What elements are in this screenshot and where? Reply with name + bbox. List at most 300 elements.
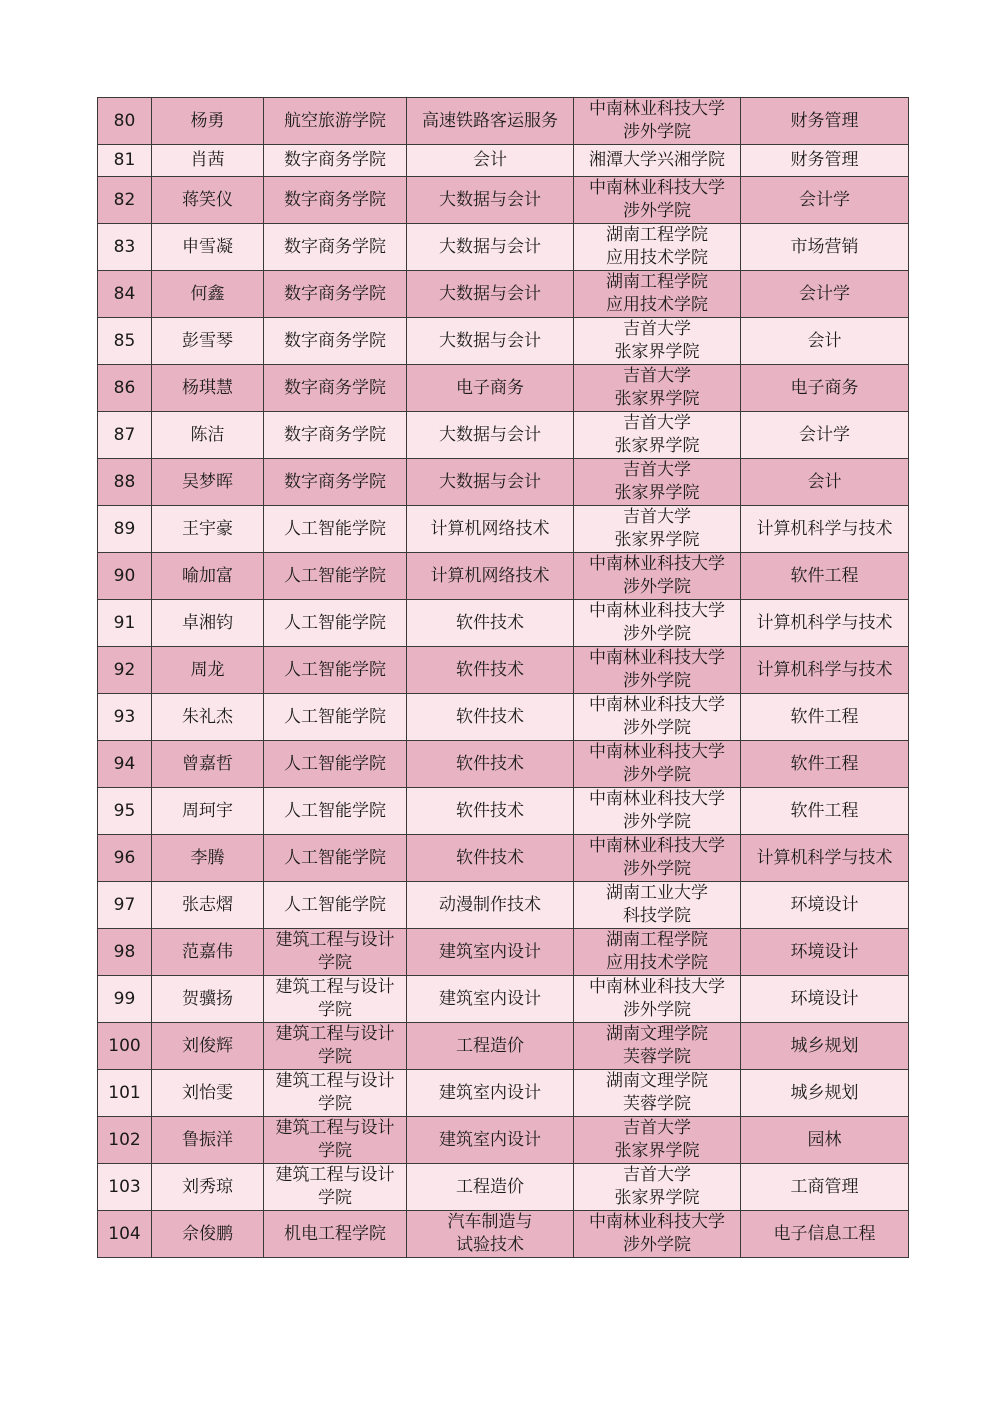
row-number-cell-text: 97	[113, 894, 136, 915]
target-major-cell-text: 环境设计	[790, 941, 859, 962]
row-number-cell-text: 82	[113, 189, 136, 210]
row-number-cell	[98, 882, 152, 929]
major-cell	[407, 1070, 574, 1117]
row-number-cell-text: 104	[108, 1223, 141, 1244]
student-name-cell	[152, 506, 264, 553]
student-name-cell-text: 贺骥扬	[182, 988, 233, 1009]
major-cell	[407, 741, 574, 788]
major-cell	[407, 271, 574, 318]
row-number-cell-text: 90	[113, 565, 136, 586]
college-cell-text: 人工智能学院	[284, 753, 386, 774]
table-row	[98, 835, 909, 882]
college-cell-text: 数字商务学院	[284, 424, 386, 445]
university-cell	[574, 1070, 741, 1117]
university-cell-text: 吉首大学 张家界学院	[614, 366, 700, 409]
row-number-cell	[98, 1070, 152, 1117]
major-cell-text: 软件技术	[456, 753, 524, 774]
college-cell	[264, 365, 407, 412]
table-row	[98, 412, 909, 459]
major-cell	[407, 1117, 574, 1164]
university-cell	[574, 1164, 741, 1211]
college-cell	[264, 318, 407, 365]
college-cell	[264, 1023, 407, 1070]
university-cell	[574, 1023, 741, 1070]
college-cell-text: 人工智能学院	[284, 565, 386, 586]
university-cell-text: 吉首大学 张家界学院	[614, 1118, 700, 1161]
student-name-cell	[152, 271, 264, 318]
target-major-cell	[741, 412, 909, 459]
university-cell-text: 中南林业科技大学 涉外学院	[589, 554, 725, 597]
college-cell	[264, 694, 407, 741]
student-name-cell-text: 陈洁	[190, 424, 225, 445]
student-name-cell-text: 卓湘钧	[182, 612, 233, 633]
target-major-cell	[741, 365, 909, 412]
university-cell	[574, 929, 741, 976]
university-cell	[574, 976, 741, 1023]
university-cell-text: 中南林业科技大学 涉外学院	[589, 1212, 725, 1255]
student-name-cell-text: 曾嘉哲	[182, 753, 233, 774]
row-number-cell	[98, 1117, 152, 1164]
major-cell-text: 软件技术	[456, 800, 524, 821]
target-major-cell-text: 会计学	[799, 189, 850, 210]
college-cell-text: 机电工程学院	[284, 1223, 386, 1244]
student-name-cell-text: 肖茜	[190, 150, 225, 170]
table-row	[98, 224, 909, 271]
row-number-cell	[98, 694, 152, 741]
major-cell	[407, 145, 574, 177]
row-number-cell-text: 91	[113, 612, 136, 633]
table-row	[98, 1117, 909, 1164]
college-cell	[264, 976, 407, 1023]
university-cell-text: 中南林业科技大学 涉外学院	[589, 99, 725, 142]
row-number-cell-text: 93	[113, 706, 136, 727]
student-name-cell	[152, 318, 264, 365]
row-number-cell	[98, 412, 152, 459]
row-number-cell-text: 81	[113, 150, 136, 170]
target-major-cell-text: 环境设计	[790, 988, 859, 1009]
student-name-cell	[152, 1117, 264, 1164]
student-name-cell-text: 彭雪琴	[182, 330, 233, 351]
table-row	[98, 177, 909, 224]
table-row	[98, 882, 909, 929]
college-cell	[264, 553, 407, 600]
target-major-cell	[741, 1070, 909, 1117]
row-number-cell-text: 98	[113, 941, 136, 962]
major-cell	[407, 459, 574, 506]
college-cell	[264, 224, 407, 271]
table-row	[98, 553, 909, 600]
student-name-cell-text: 申雪凝	[182, 236, 233, 257]
university-cell-text: 中南林业科技大学 涉外学院	[589, 648, 725, 691]
university-cell	[574, 506, 741, 553]
college-cell-text: 人工智能学院	[284, 800, 386, 821]
major-cell-text: 建筑室内设计	[439, 1129, 541, 1150]
row-number-cell-text: 88	[113, 471, 136, 492]
college-cell-text: 人工智能学院	[284, 847, 386, 868]
college-cell-text: 建筑工程与设计 学院	[275, 1118, 395, 1161]
major-cell-text: 大数据与会计	[439, 330, 541, 351]
college-cell-text: 数字商务学院	[284, 471, 386, 492]
university-cell	[574, 882, 741, 929]
student-name-cell-text: 杨勇	[190, 110, 225, 131]
table-row	[98, 271, 909, 318]
row-number-cell	[98, 1023, 152, 1070]
college-cell-text: 建筑工程与设计 学院	[275, 1024, 395, 1067]
row-number-cell	[98, 835, 152, 882]
target-major-cell-text: 园林	[807, 1129, 842, 1150]
student-name-cell-text: 鲁振洋	[182, 1129, 233, 1150]
college-cell	[264, 1070, 407, 1117]
student-name-cell-text: 刘怡雯	[182, 1082, 233, 1103]
row-number-cell-text: 84	[113, 283, 136, 304]
row-number-cell-text: 100	[108, 1035, 141, 1056]
target-major-cell	[741, 271, 909, 318]
major-cell	[407, 553, 574, 600]
student-name-cell-text: 刘俊辉	[182, 1035, 233, 1056]
student-name-cell	[152, 882, 264, 929]
target-major-cell-text: 软件工程	[790, 800, 859, 821]
college-cell-text: 数字商务学院	[284, 150, 386, 170]
student-name-cell	[152, 553, 264, 600]
table-row	[98, 694, 909, 741]
college-cell-text: 建筑工程与设计 学院	[275, 1165, 395, 1208]
student-name-cell	[152, 741, 264, 788]
student-name-cell	[152, 600, 264, 647]
target-major-cell-text: 计算机科学与技术	[756, 847, 893, 868]
row-number-cell	[98, 929, 152, 976]
major-cell-text: 大数据与会计	[439, 236, 541, 257]
student-name-cell	[152, 1023, 264, 1070]
target-major-cell-text: 会计	[807, 330, 842, 351]
major-cell	[407, 506, 574, 553]
target-major-cell-text: 城乡规划	[790, 1035, 859, 1056]
student-name-cell	[152, 976, 264, 1023]
major-cell-text: 计算机网络技术	[430, 518, 550, 539]
student-name-cell	[152, 177, 264, 224]
major-cell	[407, 318, 574, 365]
major-cell-text: 动漫制作技术	[439, 894, 541, 915]
target-major-cell	[741, 98, 909, 145]
row-number-cell-text: 83	[113, 236, 136, 257]
college-cell	[264, 145, 407, 177]
target-major-cell	[741, 976, 909, 1023]
row-number-cell-text: 87	[113, 424, 136, 445]
row-number-cell-text: 89	[113, 518, 136, 539]
major-cell-text: 软件技术	[456, 706, 524, 727]
student-name-cell-text: 何鑫	[190, 283, 225, 304]
student-name-cell-text: 周龙	[190, 659, 225, 680]
university-cell-text: 湖南工业大学 科技学院	[606, 883, 708, 926]
university-cell	[574, 788, 741, 835]
target-major-cell-text: 城乡规划	[790, 1082, 859, 1103]
target-major-cell-text: 电子商务	[790, 377, 859, 398]
major-cell	[407, 694, 574, 741]
major-cell-text: 大数据与会计	[439, 471, 541, 492]
table-row	[98, 145, 909, 177]
college-cell	[264, 412, 407, 459]
row-number-cell	[98, 365, 152, 412]
university-cell	[574, 553, 741, 600]
student-name-cell-text: 张志熠	[182, 894, 233, 915]
major-cell-text: 会计	[473, 150, 507, 170]
target-major-cell-text: 软件工程	[790, 706, 859, 727]
target-major-cell	[741, 145, 909, 177]
row-number-cell	[98, 788, 152, 835]
university-cell	[574, 98, 741, 145]
target-major-cell	[741, 835, 909, 882]
row-number-cell	[98, 98, 152, 145]
university-cell	[574, 835, 741, 882]
major-cell-text: 高速铁路客运服务	[422, 110, 558, 131]
major-cell	[407, 177, 574, 224]
row-number-cell	[98, 647, 152, 694]
student-name-cell	[152, 647, 264, 694]
row-number-cell	[98, 145, 152, 177]
target-major-cell	[741, 600, 909, 647]
university-cell	[574, 145, 741, 177]
student-name-cell-text: 刘秀琼	[182, 1176, 233, 1197]
university-cell-text: 湖南工程学院 应用技术学院	[606, 272, 708, 315]
student-name-cell	[152, 459, 264, 506]
table-row	[98, 741, 909, 788]
college-cell-text: 数字商务学院	[284, 377, 386, 398]
target-major-cell-text: 会计学	[799, 283, 850, 304]
target-major-cell	[741, 459, 909, 506]
target-major-cell	[741, 177, 909, 224]
college-cell-text: 人工智能学院	[284, 706, 386, 727]
major-cell	[407, 1211, 574, 1258]
student-name-cell	[152, 145, 264, 177]
student-name-cell-text: 周珂宇	[182, 800, 233, 821]
college-cell	[264, 647, 407, 694]
college-cell	[264, 1164, 407, 1211]
student-name-cell	[152, 835, 264, 882]
major-cell-text: 软件技术	[456, 659, 524, 680]
target-major-cell-text: 市场营销	[790, 236, 859, 257]
row-number-cell-text: 80	[113, 110, 136, 131]
university-cell-text: 吉首大学 张家界学院	[614, 413, 700, 456]
university-cell-text: 中南林业科技大学 涉外学院	[589, 742, 725, 785]
major-cell-text: 软件技术	[456, 612, 524, 633]
university-cell-text: 中南林业科技大学 涉外学院	[589, 601, 725, 644]
student-name-cell-text: 蒋笑仪	[182, 189, 233, 210]
target-major-cell-text: 软件工程	[790, 565, 859, 586]
college-cell-text: 建筑工程与设计 学院	[275, 977, 395, 1020]
major-cell	[407, 788, 574, 835]
college-cell-text: 数字商务学院	[284, 283, 386, 304]
university-cell-text: 吉首大学 张家界学院	[614, 1165, 700, 1208]
row-number-cell-text: 86	[113, 377, 136, 398]
student-name-cell-text: 喻加富	[182, 565, 233, 586]
student-name-cell-text: 范嘉伟	[182, 941, 233, 962]
major-cell	[407, 365, 574, 412]
university-cell	[574, 224, 741, 271]
university-cell-text: 中南林业科技大学 涉外学院	[589, 836, 725, 879]
target-major-cell	[741, 1164, 909, 1211]
college-cell-text: 航空旅游学院	[284, 110, 386, 131]
major-cell-text: 计算机网络技术	[430, 565, 550, 586]
college-cell-text: 建筑工程与设计 学院	[275, 930, 395, 973]
major-cell-text: 电子商务	[456, 377, 524, 398]
target-major-cell	[741, 929, 909, 976]
row-number-cell	[98, 177, 152, 224]
university-cell-text: 湖南文理学院 芙蓉学院	[606, 1024, 708, 1067]
college-cell-text: 人工智能学院	[284, 612, 386, 633]
major-cell	[407, 1164, 574, 1211]
college-cell	[264, 929, 407, 976]
target-major-cell	[741, 1211, 909, 1258]
student-name-cell	[152, 1070, 264, 1117]
major-cell	[407, 412, 574, 459]
university-cell	[574, 694, 741, 741]
major-cell	[407, 835, 574, 882]
student-name-cell	[152, 788, 264, 835]
table-row	[98, 929, 909, 976]
student-name-cell	[152, 224, 264, 271]
university-cell-text: 湘潭大学兴湘学院	[589, 150, 725, 170]
university-cell	[574, 1211, 741, 1258]
university-cell	[574, 271, 741, 318]
row-number-cell	[98, 506, 152, 553]
target-major-cell-text: 会计学	[799, 424, 850, 445]
university-cell	[574, 412, 741, 459]
target-major-cell	[741, 1117, 909, 1164]
college-cell	[264, 1211, 407, 1258]
row-number-cell-text: 95	[113, 800, 136, 821]
university-cell-text: 吉首大学 张家界学院	[614, 460, 700, 503]
student-name-cell	[152, 1164, 264, 1211]
row-number-cell	[98, 553, 152, 600]
student-name-cell	[152, 365, 264, 412]
table-body	[98, 98, 909, 1258]
university-cell-text: 吉首大学 张家界学院	[614, 319, 700, 362]
target-major-cell-text: 工商管理	[790, 1176, 859, 1197]
target-major-cell	[741, 1023, 909, 1070]
row-number-cell-text: 94	[113, 753, 136, 774]
college-cell	[264, 882, 407, 929]
university-cell	[574, 647, 741, 694]
university-cell-text: 湖南工程学院 应用技术学院	[606, 930, 708, 973]
admission-list-table	[97, 97, 909, 1258]
target-major-cell	[741, 553, 909, 600]
college-cell-text: 数字商务学院	[284, 189, 386, 210]
row-number-cell	[98, 318, 152, 365]
major-cell-text: 大数据与会计	[439, 283, 541, 304]
major-cell-text: 工程造价	[456, 1176, 524, 1197]
target-major-cell	[741, 647, 909, 694]
college-cell-text: 人工智能学院	[284, 518, 386, 539]
university-cell-text: 湖南工程学院 应用技术学院	[606, 225, 708, 268]
target-major-cell-text: 财务管理	[790, 150, 859, 170]
college-cell-text: 数字商务学院	[284, 330, 386, 351]
college-cell	[264, 271, 407, 318]
row-number-cell-text: 101	[108, 1082, 141, 1103]
university-cell	[574, 177, 741, 224]
target-major-cell-text: 计算机科学与技术	[756, 659, 893, 680]
major-cell-text: 大数据与会计	[439, 424, 541, 445]
row-number-cell	[98, 224, 152, 271]
university-cell-text: 中南林业科技大学 涉外学院	[589, 178, 725, 221]
student-name-cell-text: 朱礼杰	[182, 706, 233, 727]
row-number-cell-text: 103	[108, 1176, 141, 1197]
student-name-cell-text: 杨琪慧	[182, 377, 233, 398]
major-cell	[407, 98, 574, 145]
table-row	[98, 647, 909, 694]
target-major-cell-text: 计算机科学与技术	[756, 612, 893, 633]
target-major-cell	[741, 882, 909, 929]
college-cell	[264, 177, 407, 224]
university-cell-text: 吉首大学 张家界学院	[614, 507, 700, 550]
table-row	[98, 365, 909, 412]
table-row	[98, 1023, 909, 1070]
row-number-cell	[98, 741, 152, 788]
target-major-cell-text: 环境设计	[790, 894, 859, 915]
major-cell-text: 工程造价	[456, 1035, 524, 1056]
college-cell-text: 数字商务学院	[284, 236, 386, 257]
major-cell	[407, 224, 574, 271]
major-cell	[407, 882, 574, 929]
major-cell-text: 大数据与会计	[439, 189, 541, 210]
target-major-cell	[741, 224, 909, 271]
student-name-cell	[152, 929, 264, 976]
college-cell	[264, 1117, 407, 1164]
college-cell	[264, 459, 407, 506]
college-cell	[264, 506, 407, 553]
university-cell	[574, 365, 741, 412]
table-row	[98, 1070, 909, 1117]
row-number-cell	[98, 1211, 152, 1258]
target-major-cell-text: 会计	[807, 471, 842, 492]
college-cell	[264, 788, 407, 835]
table-row	[98, 98, 909, 145]
target-major-cell	[741, 741, 909, 788]
table-row	[98, 318, 909, 365]
university-cell	[574, 600, 741, 647]
college-cell-text: 人工智能学院	[284, 894, 386, 915]
major-cell-text: 建筑室内设计	[439, 988, 541, 1009]
university-cell	[574, 318, 741, 365]
target-major-cell-text: 软件工程	[790, 753, 859, 774]
row-number-cell	[98, 1164, 152, 1211]
student-name-cell-text: 佘俊鹏	[182, 1223, 233, 1244]
row-number-cell	[98, 271, 152, 318]
university-cell-text: 中南林业科技大学 涉外学院	[589, 789, 725, 832]
college-cell-text: 建筑工程与设计 学院	[275, 1071, 395, 1114]
table-row	[98, 976, 909, 1023]
student-name-cell	[152, 98, 264, 145]
student-name-cell-text: 王宇豪	[182, 518, 233, 539]
student-name-cell	[152, 1211, 264, 1258]
major-cell	[407, 1023, 574, 1070]
college-cell	[264, 741, 407, 788]
target-major-cell	[741, 506, 909, 553]
target-major-cell-text: 财务管理	[790, 110, 859, 131]
student-name-cell	[152, 412, 264, 459]
university-cell-text: 湖南文理学院 芙蓉学院	[606, 1071, 708, 1114]
row-number-cell	[98, 976, 152, 1023]
student-name-cell	[152, 694, 264, 741]
major-cell-text: 建筑室内设计	[439, 1082, 541, 1103]
target-major-cell	[741, 694, 909, 741]
major-cell	[407, 929, 574, 976]
college-cell	[264, 600, 407, 647]
row-number-cell-text: 102	[108, 1129, 141, 1150]
target-major-cell-text: 计算机科学与技术	[756, 518, 893, 539]
table-row	[98, 1164, 909, 1211]
table-row	[98, 600, 909, 647]
university-cell	[574, 741, 741, 788]
table-row	[98, 506, 909, 553]
